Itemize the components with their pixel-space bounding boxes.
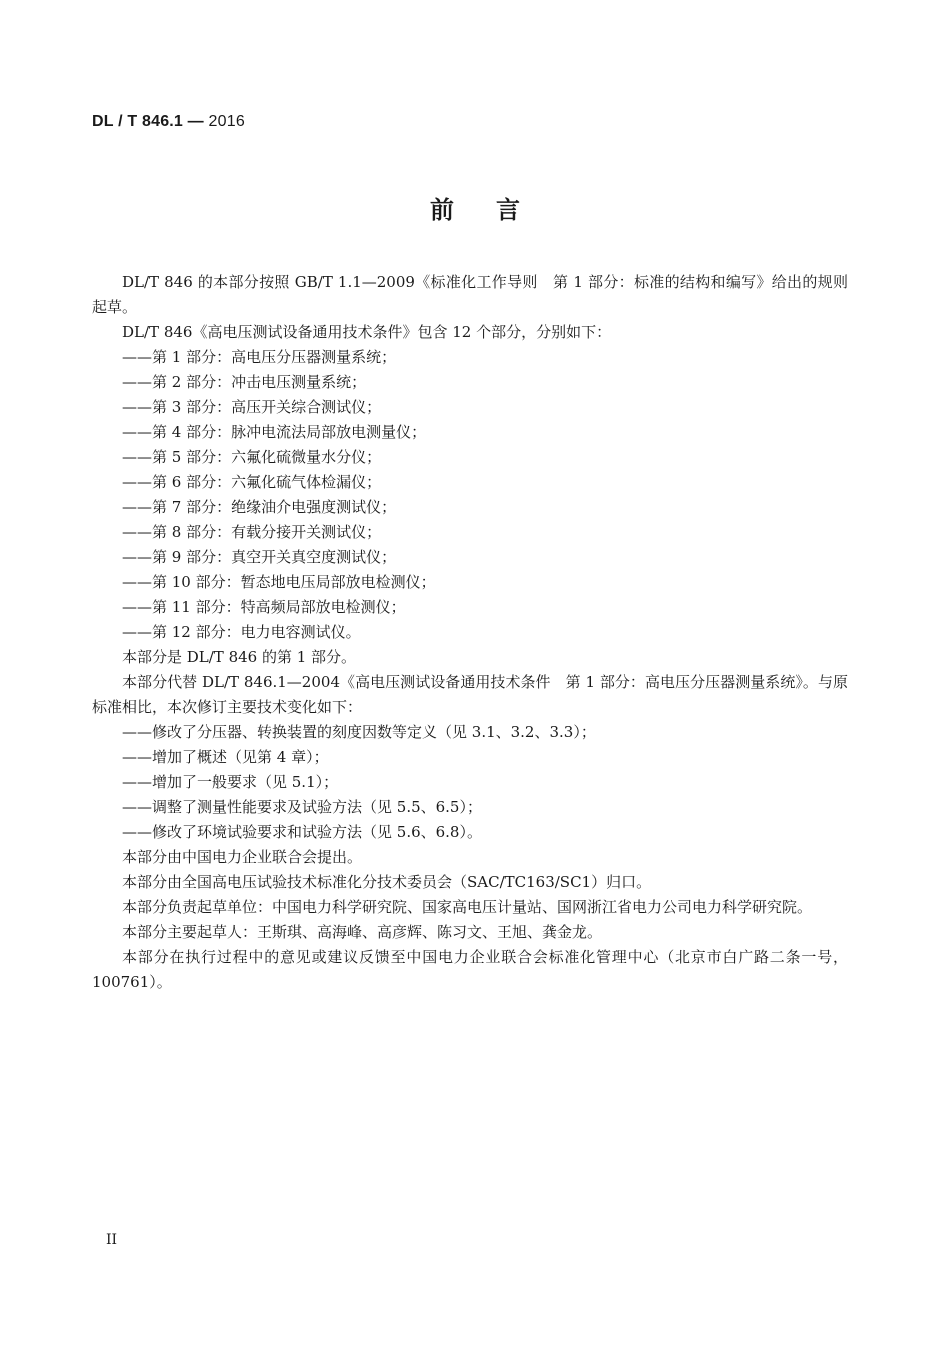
paragraph: DL/T 846 的本部分按照 GB/T 1.1—2009《标准化工作导则 第 1 部分：标准的结构和编写》给出的规则起草。: [92, 273, 848, 316]
paragraph: 本部分由全国高电压试验技术标准化分技术委员会（SAC/TC163/SC1）归口。: [122, 873, 652, 891]
paragraph: 本部分代替 DL/T 846.1—2004《高电压测试设备通用技术条件 第 1 部分：高电压分压器测量系统》。与原标准相比，本次修订主要技术变化如下：: [92, 673, 848, 716]
list-item: ——第 6 部分：六氟化硫气体检漏仪；: [122, 473, 382, 491]
list-item: ——修改了环境试验要求和试验方法（见 5.6、6.8）。: [122, 823, 482, 841]
paragraph: 本部分是 DL/T 846 的第 1 部分。: [122, 648, 357, 666]
paragraph: 本部分主要起草人：王斯琪、高海峰、高彦辉、陈习文、王旭、龚金龙。: [122, 923, 603, 941]
list-item: ——第 5 部分：六氟化硫微量水分仪；: [122, 448, 382, 466]
list-item: ——第 2 部分：冲击电压测量系统；: [122, 373, 367, 391]
list-item: ——第 11 部分：特高频局部放电检测仪；: [122, 598, 406, 616]
paragraph: 本部分在执行过程中的意见或建议反馈至中国电力企业联合会标准化管理中心（北京市白广路二条一号，100761）。: [92, 948, 848, 991]
list-item: ——第 3 部分：高压开关综合测试仪；: [122, 398, 382, 416]
list-item: ——修改了分压器、转换装置的刻度因数等定义（见 3.1、3.2、3.3）；: [122, 723, 596, 741]
list-item: ——增加了一般要求（见 5.1）；: [122, 773, 339, 791]
list-item: ——第 1 部分：高电压分压器测量系统；: [122, 348, 397, 366]
list-item: ——第 9 部分：真空开关真空度测试仪；: [122, 548, 397, 566]
paragraph: 本部分负责起草单位：中国电力科学研究院、国家高电压计量站、国网浙江省电力公司电力科学研究院。: [122, 898, 813, 916]
list-item: ——第 12 部分：电力电容测试仪。: [122, 623, 361, 641]
document-code-year: 2016: [203, 113, 245, 130]
page-number: II: [106, 1232, 118, 1248]
list-item: ——第 10 部分：暂态地电压局部放电检测仪；: [122, 573, 436, 591]
paragraph: 本部分由中国电力企业联合会提出。: [122, 848, 363, 866]
page-title: 前言: [430, 196, 562, 224]
list-item: ——调整了测量性能要求及试验方法（见 5.5、6.5）；: [122, 798, 482, 816]
list-item: ——增加了概述（见第 4 章）；: [122, 748, 329, 766]
list-item: ——第 4 部分：脉冲电流法局部放电测量仪；: [122, 423, 427, 441]
list-item: ——第 7 部分：绝缘油介电强度测试仪；: [122, 498, 397, 516]
list-item: ——第 8 部分：有载分接开关测试仪；: [122, 523, 382, 541]
foreword-body: [92, 270, 848, 995]
document-code: [92, 113, 245, 131]
document-code-number: DL / T 846.1 —: [92, 113, 204, 130]
paragraph: DL/T 846《高电压测试设备通用技术条件》包含 12 个部分，分别如下：: [122, 323, 612, 341]
